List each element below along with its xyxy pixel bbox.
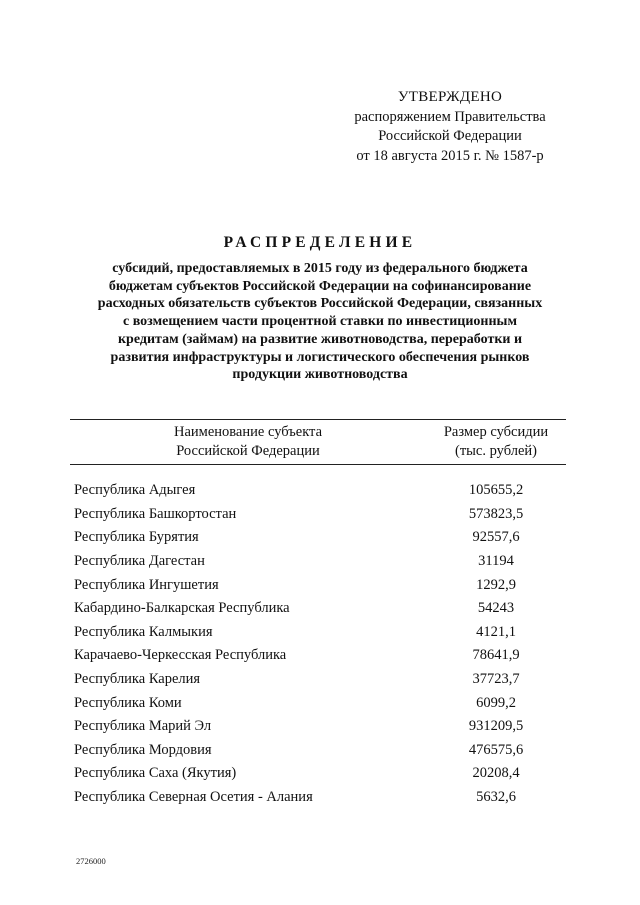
table-row bbox=[70, 621, 566, 645]
subsidy-value-cell: 4121,1 bbox=[476, 623, 516, 640]
subtitle-line: с возмещением части процентной ставки по инвестиционным bbox=[122, 314, 518, 330]
subtitle-line: субсидий, предоставляемых в 2015 году из федерального бюджета bbox=[112, 261, 528, 276]
table-row bbox=[70, 597, 566, 621]
subsidy-value-cell: 573823,5 bbox=[468, 505, 524, 522]
table-row bbox=[70, 786, 566, 810]
subject-name-cell: Республика Калмыкия bbox=[74, 623, 213, 640]
table-body bbox=[70, 465, 566, 809]
subsidy-value-cell: 54243 bbox=[477, 600, 515, 617]
header-subject-name-line-1: Наименование субъекта bbox=[173, 424, 323, 440]
table-row bbox=[70, 550, 566, 574]
table-row bbox=[70, 479, 566, 503]
approval-block bbox=[330, 88, 570, 166]
subject-name-cell: Республика Северная Осетия - Алания bbox=[74, 789, 313, 806]
document-subtitle bbox=[60, 260, 580, 384]
subject-name-cell: Республика Коми bbox=[74, 694, 182, 711]
document-code: 2726000 bbox=[76, 856, 106, 866]
table-row bbox=[70, 739, 566, 763]
subsidy-value-cell: 105655,2 bbox=[468, 482, 524, 499]
subject-name-cell: Кабардино-Балкарская Республика bbox=[74, 600, 290, 617]
subtitle-line: развития инфраструктуры и логистического обеспечения рынков bbox=[110, 349, 530, 365]
header-subsidy-amount-line-2: (тыс. рублей) bbox=[455, 443, 537, 459]
approval-line-3: от 18 августа 2015 г. № 1587-р bbox=[356, 147, 544, 164]
subsidy-value-cell: 37723,7 bbox=[472, 671, 520, 688]
subsidy-table bbox=[70, 419, 566, 809]
subsidy-value-cell: 20208,4 bbox=[472, 765, 520, 782]
subsidy-value-cell: 5632,6 bbox=[476, 789, 516, 806]
table-row bbox=[70, 762, 566, 786]
subsidy-value-cell: 6099,2 bbox=[476, 694, 516, 711]
header-subject-name-line-2: Российской Федерации bbox=[176, 443, 320, 459]
document-title: РАСПРЕДЕЛЕНИЕ bbox=[223, 234, 417, 251]
subject-name-cell: Республика Саха (Якутия) bbox=[74, 765, 237, 782]
table-row bbox=[70, 715, 566, 739]
table-row bbox=[70, 503, 566, 527]
subject-name-cell: Республика Адыгея bbox=[74, 482, 196, 499]
table-row bbox=[70, 668, 566, 692]
subject-name-cell: Республика Карелия bbox=[74, 671, 201, 688]
header-subsidy-amount bbox=[426, 423, 566, 461]
header-subsidy-amount-line-1: Размер субсидии bbox=[443, 424, 549, 440]
table-row bbox=[70, 573, 566, 597]
table-row bbox=[70, 526, 566, 550]
subtitle-line: бюджетам субъектов Российской Федерации на софинансирование bbox=[108, 278, 532, 294]
subject-name-cell: Республика Бурятия bbox=[74, 529, 199, 546]
table-header bbox=[70, 420, 566, 464]
subject-name-cell: Республика Марий Эл bbox=[74, 718, 212, 735]
subject-name-cell: Республика Дагестан bbox=[74, 553, 205, 570]
subject-name-cell: Республика Мордовия bbox=[74, 741, 212, 758]
subject-name-cell: Карачаево-Черкесская Республика bbox=[74, 647, 287, 664]
subtitle-line: продукции животноводства bbox=[232, 367, 408, 383]
subject-name-cell: Республика Башкортостан bbox=[74, 505, 237, 522]
approval-heading: УТВЕРЖДЕНО bbox=[397, 89, 503, 105]
table-row bbox=[70, 644, 566, 668]
subsidy-value-cell: 1292,9 bbox=[476, 576, 516, 593]
header-subject-name bbox=[70, 423, 426, 461]
subtitle-line: кредитам (займам) на развитие животноводства, переработки и bbox=[117, 331, 523, 347]
subsidy-value-cell: 31194 bbox=[478, 553, 514, 570]
subject-name-cell: Республика Ингушетия bbox=[74, 576, 219, 593]
table-row bbox=[70, 691, 566, 715]
subtitle-line: расходных обязательств субъектов Российской Федерации, связанных bbox=[97, 296, 543, 312]
approval-line-1: распоряжением Правительства bbox=[354, 108, 546, 125]
subsidy-value-cell: 78641,9 bbox=[472, 647, 520, 664]
subsidy-value-cell: 931209,5 bbox=[468, 718, 524, 735]
approval-line-2: Российской Федерации bbox=[378, 128, 522, 144]
subsidy-value-cell: 92557,6 bbox=[472, 529, 520, 546]
subsidy-value-cell: 476575,6 bbox=[468, 741, 524, 758]
